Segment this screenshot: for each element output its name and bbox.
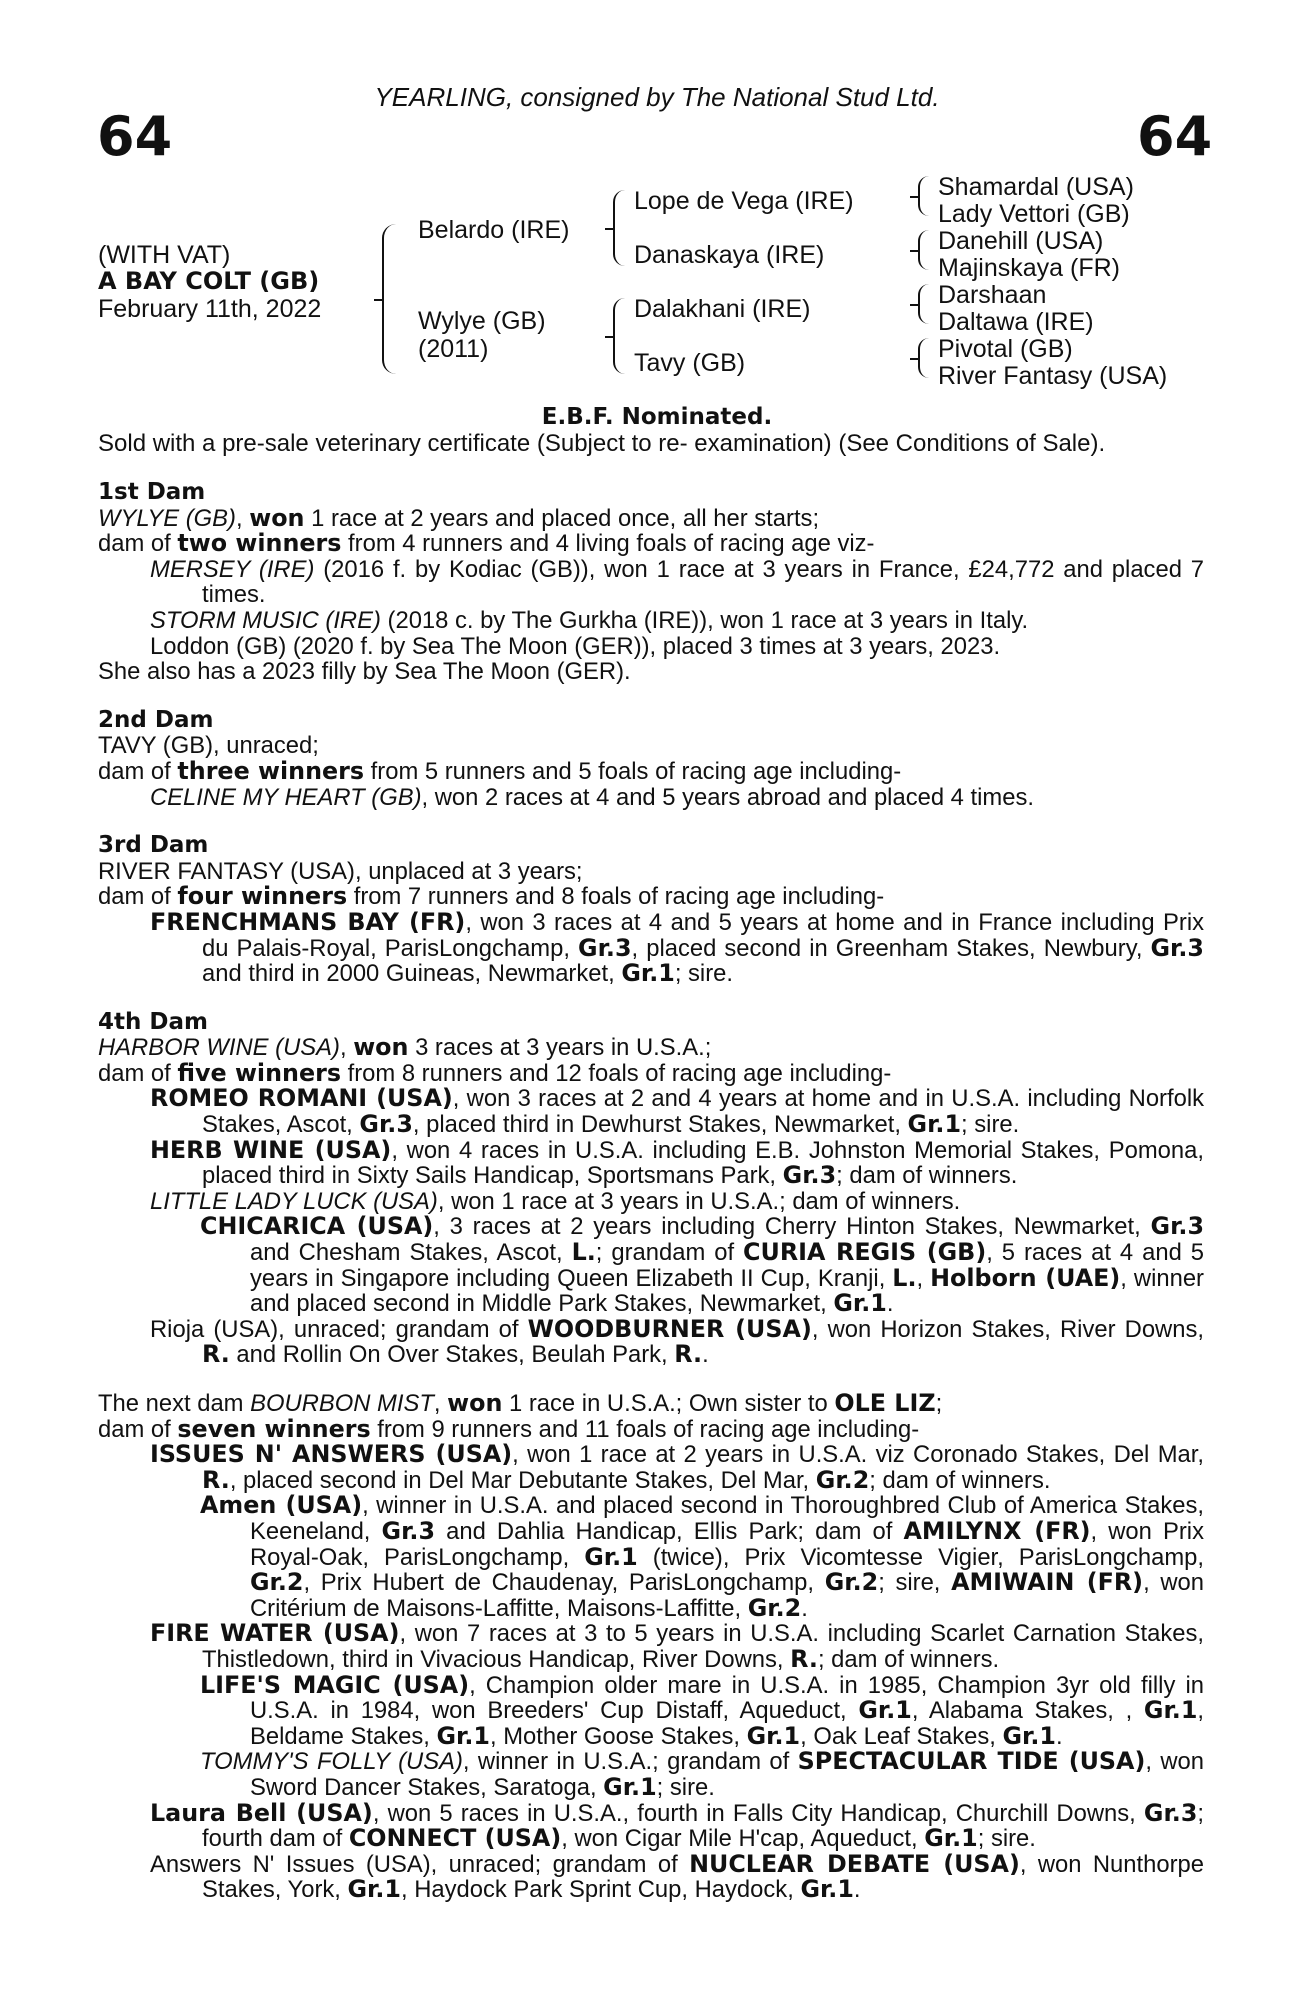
- catalogue-body: [98, 480, 1204, 1903]
- next-dam-line: The next dam BOURBON MIST, won 1 race in U.S.A.; Own sister to OLE LIZ;: [98, 1389, 943, 1417]
- second-dam-heading: 2nd Dam: [98, 706, 214, 733]
- dam-sire: Dalakhani (IRE): [634, 295, 811, 323]
- brace-sd: [918, 230, 929, 270]
- lot-number-right: 64: [1137, 105, 1213, 168]
- first-dam-produce-line: dam of two winners from 4 runners and 4 living foals of racing age viz-: [98, 529, 875, 558]
- brace-ss: [918, 176, 929, 216]
- lot-vat: (WITH VAT): [98, 241, 231, 269]
- brace-sire: [613, 190, 625, 266]
- produce-sub-entry: LIFE'S MAGIC (USA), Champion older mare in U.S.A. in 1985, Champion 3yr old filly in U.S.A. in 1984, won Breeders' Cup Distaff, Aqueduct, Gr.1, Alabama Stakes, , Gr.1, Beldame Stakes, Gr.1, Mother Goose Stakes, Gr.1, Oak Leaf Stakes, Gr.1.: [200, 1670, 1205, 1750]
- produce-entry: Laura Bell (USA), won 5 races in U.S.A., fourth in Falls City Handicap, Churchill Downs, Gr.3; fourth dam of CONNECT (USA), won Cigar Mile H'cap, Aqueduct, Gr.1; sire.: [150, 1798, 1205, 1853]
- dam-sire-dam: Daltawa (IRE): [938, 308, 1094, 336]
- produce-entry: Rioja (USA), unraced; grandam of WOODBURNER (USA), won Horizon Stakes, River Downs, R. and Rollin On Over Stakes, Beulah Park, R..: [150, 1314, 1204, 1369]
- page-header: YEARLING, consigned by The National Stud Ltd.: [374, 82, 940, 112]
- first-dam-line: WYLYE (GB), won 1 race at 2 years and placed once, all her starts;: [98, 503, 820, 532]
- second-dam-line: TAVY (GB), unraced;: [98, 732, 319, 760]
- produce-entry: FIRE WATER (USA), won 7 races at 3 to 5 years in U.S.A. including Scarlet Carnation Stakes, Thistledown, third in Vivacious Handicap, River Downs, R.; dam of winners.: [150, 1619, 1204, 1673]
- produce-entry: Loddon (GB) (2020 f. by Sea The Moon (GER)), placed 3 times at 3 years, 2023.: [150, 632, 1001, 660]
- lot-number-left: 64: [97, 105, 173, 168]
- dam-year: (2011): [418, 335, 489, 363]
- first-dam-note: She also has a 2023 filly by Sea The Moon (GER).: [98, 658, 631, 686]
- fourth-dam-heading: 4th Dam: [98, 1008, 208, 1035]
- brace-ds: [918, 284, 929, 324]
- next-dam-produce-line: dam of seven winners from 9 runners and 11 foals of racing age including-: [98, 1414, 920, 1443]
- horse-name: WYLYE (GB): [98, 504, 236, 532]
- third-dam-produce-line: dam of four winners from 7 runners and 8 foals of racing age including-: [98, 882, 885, 911]
- brace-dd: [918, 338, 929, 378]
- sire-sire: Lope de Vega (IRE): [634, 187, 854, 215]
- brace-dam: [613, 298, 625, 374]
- produce-entry: FRENCHMANS BAY (FR), won 3 races at 4 and 5 years at home and in France including Prix du Palais-Royal, ParisLongchamp, Gr.3, placed second in Greenham Stakes, Newbury, Gr.3 and third in 2000 Guineas, Newmarket, Gr.1; sire.: [150, 907, 1205, 988]
- third-dam-heading: 3rd Dam: [98, 832, 209, 859]
- sire-dam-sire: Danehill (USA): [938, 227, 1104, 255]
- produce-entry: Answers N' Issues (USA), unraced; grandam of NUCLEAR DEBATE (USA), won Nunthorpe Stakes, York, Gr.1, Haydock Park Sprint Cup, Haydock, Gr.1.: [150, 1849, 1204, 1904]
- dam-sire-sire: Darshaan: [938, 281, 1047, 309]
- dam: Wylye (GB): [418, 307, 546, 335]
- first-dam-heading: 1st Dam: [98, 479, 206, 505]
- vet-note: Sold with a pre-sale veterinary certificate (Subject to re- examination) (See Conditions of Sale).: [98, 430, 1106, 457]
- produce-sub-entry: TOMMY'S FOLLY (USA), winner in U.S.A.; grandam of SPECTACULAR TIDE (USA), won Sword Dancer Stakes, Saratoga, Gr.1; sire.: [200, 1747, 1205, 1801]
- produce-entry: CELINE MY HEART (GB), won 2 races at 4 and 5 years abroad and placed 4 times.: [150, 783, 1034, 811]
- produce-sub-entry: CHICARICA (USA), 3 races at 2 years including Cherry Hinton Stakes, Newmarket, Gr.3 and Chesham Stakes, Ascot, L.; grandam of CURIA REGIS (GB), 5 races at 4 and 5 years in Singapore including Queen Elizabeth II Cup, Kranji, L., Holborn (UAE), winner and placed second in Middle Park Stakes, Newmarket, Gr.1.: [200, 1212, 1205, 1318]
- brace-lot: [382, 224, 396, 374]
- sire-sire-dam: Lady Vettori (GB): [938, 200, 1130, 228]
- dam-dam-dam: River Fantasy (USA): [938, 362, 1168, 390]
- produce-entry: LITTLE LADY LUCK (USA), won 1 race at 3 years in U.S.A.; dam of winners.: [150, 1187, 961, 1215]
- produce-sub-entry: Amen (USA), winner in U.S.A. and placed second in Thoroughbred Club of America Stakes, Keeneland, Gr.3 and Dahlia Handicap, Ellis Park; dam of AMILYNX (FR), won Prix Royal-Oak, ParisLongchamp, Gr.1 (twice), Prix Vicomtesse Vigier, ParisLongchamp, Gr.2, Prix Hubert de Chaudenay, ParisLongchamp, Gr.2; sire, AMIWAIN (FR), won Critérium de Maisons-Laffitte, Maisons-Laffitte, Gr.2.: [200, 1491, 1204, 1622]
- produce-entry: STORM MUSIC (IRE) (2018 c. by The Gurkha (IRE)), won 1 race at 3 years in Italy.: [150, 606, 1029, 634]
- produce-entry: HERB WINE (USA), won 4 races in U.S.A. including E.B. Johnston Memorial Stakes, Pomona, placed third in Sixty Sails Handicap, Sportsmans Park, Gr.3; dam of winners.: [150, 1135, 1204, 1190]
- dam-dam-sire: Pivotal (GB): [938, 335, 1073, 363]
- second-dam-produce-line: dam of three winners from 5 runners and 5 foals of racing age including-: [98, 756, 902, 785]
- lot-dob: February 11th, 2022: [98, 295, 322, 323]
- ebf-nominated: E.B.F. Nominated.: [541, 404, 773, 430]
- fourth-dam-produce-line: dam of five winners from 8 runners and 12 foals of racing age including-: [98, 1058, 892, 1087]
- sire-sire-sire: Shamardal (USA): [938, 173, 1134, 201]
- dam-dam: Tavy (GB): [634, 349, 746, 377]
- produce-entry: ISSUES N' ANSWERS (USA), won 1 race at 2 years in U.S.A. viz Coronado Stakes, Del Mar, R., placed second in Del Mar Debutante Stakes, Del Mar, Gr.2; dam of winners.: [150, 1440, 1204, 1494]
- fourth-dam-line: HARBOR WINE (USA), won 3 races at 3 years in U.S.A.;: [98, 1033, 712, 1062]
- third-dam-line: RIVER FANTASY (USA), unplaced at 3 years;: [98, 857, 583, 885]
- produce-entry: ROMEO ROMANI (USA), won 3 races at 2 and 4 years at home and in U.S.A. including Norfolk Stakes, Ascot, Gr.3, placed third in Dewhurst Stakes, Newmarket, Gr.1; sire.: [150, 1084, 1205, 1139]
- sire: Belardo (IRE): [418, 216, 570, 244]
- won-label: won: [249, 503, 305, 532]
- winners-count: two winners: [177, 529, 342, 558]
- lot-name: A BAY COLT (GB): [98, 267, 320, 295]
- produce-entry: MERSEY (IRE) (2016 f. by Kodiac (GB)), won 1 race at 3 years in France, £24,772 and placed 7 times.: [150, 555, 1204, 609]
- sire-dam-dam: Majinskaya (FR): [938, 254, 1120, 282]
- sire-dam: Danaskaya (IRE): [634, 241, 825, 269]
